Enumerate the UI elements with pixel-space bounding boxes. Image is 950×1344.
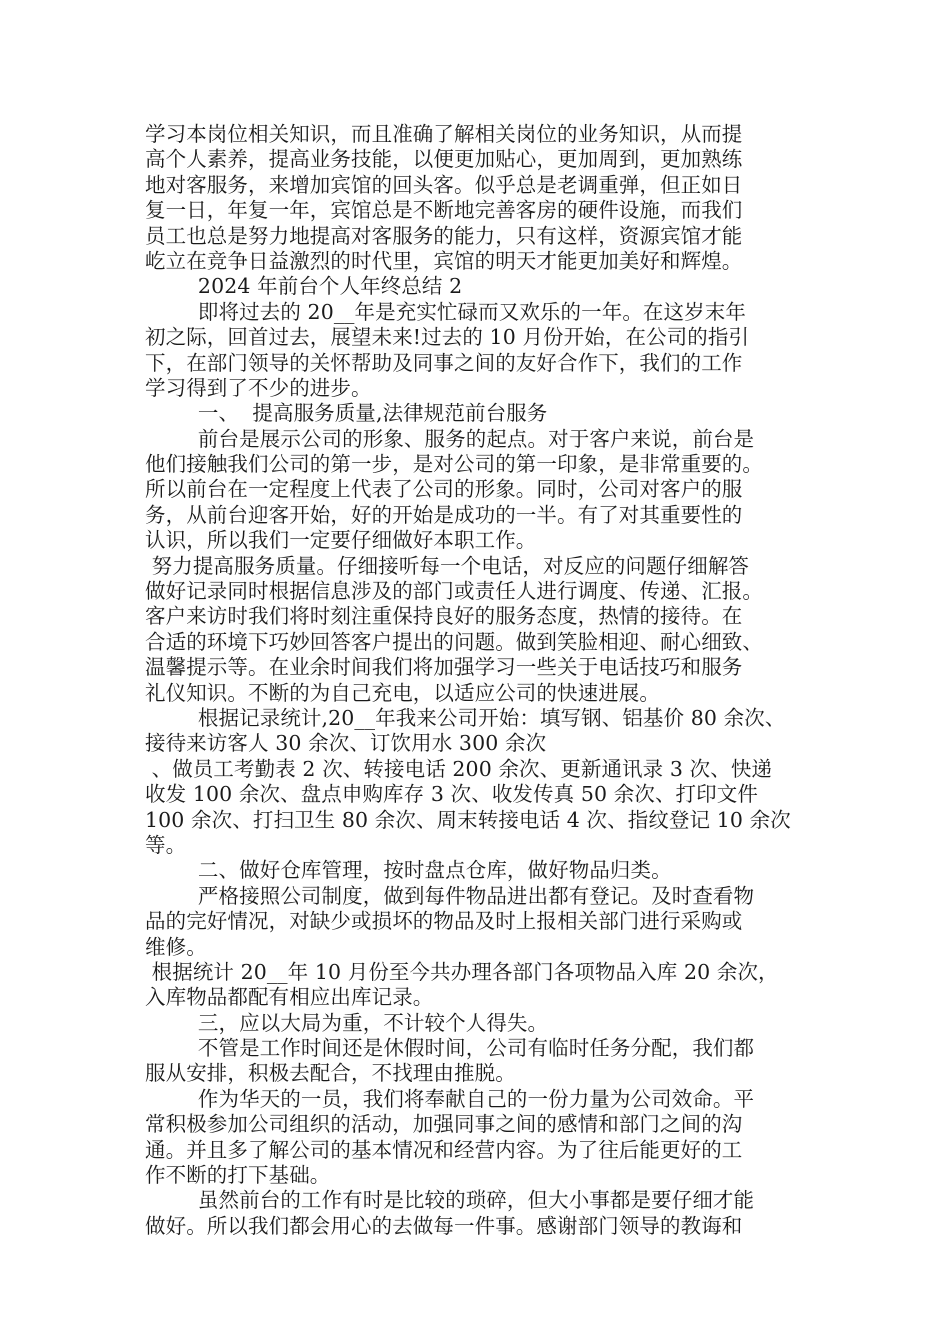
text-line: 他们接触我们公司的第一步，是对公司的第一印象，是非常重要的。 — [145, 452, 763, 477]
text-line: 作为华天的一员，我们将奉献自己的一份力量为公司效命。平 — [145, 1086, 755, 1111]
text-line: 客户来访时我们将时刻注重保持良好的服务态度，热情的接待。在 — [145, 604, 743, 629]
text-line: 屹立在竞争日益激烈的时代里，宾馆的明天才能更加美好和辉煌。 — [145, 248, 743, 273]
text-line: 三，应以大局为重，不计较个人得失。 — [145, 1010, 549, 1035]
text-line: 、做员工考勤表 2 次、转接电话 200 余次、更新通讯录 3 次、快递 — [145, 756, 773, 781]
text-line: 一、 提高服务质量,法律规范前台服务 — [145, 401, 548, 426]
text-line: 学习本岗位相关知识，而且准确了解相关岗位的业务知识，从而提 — [145, 122, 743, 146]
text-line: 等。 — [145, 832, 187, 857]
text-line: 前台是展示公司的形象、服务的起点。对于客户来说，前台是 — [145, 426, 755, 451]
text-line: 认识，所以我们一定要仔细做好本职工作。 — [145, 528, 537, 553]
text-line: 收发 100 余次、盘点申购库存 3 次、收发传真 50 余次、打印文件 — [145, 782, 758, 807]
text-line: 务，从前台迎客开始，好的开始是成功的一半。有了对其重要性的 — [145, 502, 743, 527]
text-line: 服从安排，积极去配合，不找理由推脱。 — [145, 1061, 516, 1086]
text-line: 根据统计 20__年 10 月份至今共办理各部门各项物品入库 20 余次， — [145, 959, 779, 984]
text-line: 温馨提示等。在业余时间我们将加强学习一些关于电话技巧和服务 — [145, 655, 743, 680]
text-line: 所以前台在一定程度上代表了公司的形象。同时，公司对客户的服 — [145, 477, 743, 502]
text-line: 员工也总是努力地提高对客服务的能力，只有这样，资源宾馆才能 — [145, 223, 743, 248]
text-line: 下，在部门领导的关怀帮助及同事之间的友好合作下，我们的工作 — [145, 350, 743, 375]
text-line: 2024 年前台个人年终总结 2 — [145, 274, 463, 299]
text-line: 常积极参加公司组织的活动，加强同事之间的感情和部门之间的沟 — [145, 1112, 743, 1137]
text-line: 虽然前台的工作有时是比较的琐碎，但大小事都是要仔细才能 — [145, 1188, 755, 1213]
document-body — [145, 122, 811, 1239]
text-line: 努力提高服务质量。仔细接听每一个电话，对反应的问题仔细解答 — [145, 553, 750, 578]
text-line: 即将过去的 20__年是充实忙碌而又欢乐的一年。在这岁末年 — [145, 299, 746, 324]
text-line: 维修。 — [145, 934, 207, 959]
text-line: 地对客服务，来增加宾馆的回头客。似乎总是老调重弹，但正如日 — [145, 172, 743, 197]
text-line: 做好。所以我们都会用心的去做每一件事。感谢部门领导的教诲和 — [145, 1213, 743, 1238]
text-line: 高个人素养，提高业务技能，以便更加贴心，更加周到，更加熟练 — [145, 147, 743, 172]
text-line: 根据记录统计,20__年我来公司开始：填写钢、铝基价 80 余次、 — [145, 705, 786, 730]
text-line: 初之际，回首过去，展望未来!过去的 10 月份开始，在公司的指引 — [145, 325, 750, 350]
text-line: 合适的环境下巧妙回答客户提出的问题。做到笑脸相迎、耐心细致、 — [145, 629, 763, 654]
text-line: 学习得到了不少的进步。 — [145, 375, 372, 400]
text-line: 做好记录同时根据信息涉及的部门或责任人进行调度、传递、汇报。 — [145, 579, 763, 604]
text-line: 接待来访客人 30 余次、订饮用水 300 余次 — [145, 731, 547, 756]
text-line: 通。并且多了解公司的基本情况和经营内容。为了往后能更好的工 — [145, 1137, 743, 1162]
text-line: 复一日，年复一年，宾馆总是不断地完善客房的硬件设施，而我们 — [145, 198, 743, 223]
text-line: 100 余次、打扫卫生 80 余次、周末转接电话 4 次、指纹登记 10 余次 — [145, 807, 791, 832]
text-line: 品的完好情况，对缺少或损坏的物品及时上报相关部门进行采购或 — [145, 909, 743, 934]
text-line: 作不断的打下基础。 — [145, 1163, 331, 1188]
text-line: 不管是工作时间还是休假时间，公司有临时任务分配，我们都 — [145, 1036, 755, 1061]
text-line: 礼仪知识。不断的为自己充电，以适应公司的快速进展。 — [145, 680, 660, 705]
text-line: 二、做好仓库管理，按时盘点仓库，做好物品归类。 — [145, 858, 672, 883]
text-line: 入库物品都配有相应出库记录。 — [145, 985, 434, 1010]
text-line: 严格接照公司制度，做到每件物品进出都有登记。及时查看物 — [145, 883, 755, 908]
